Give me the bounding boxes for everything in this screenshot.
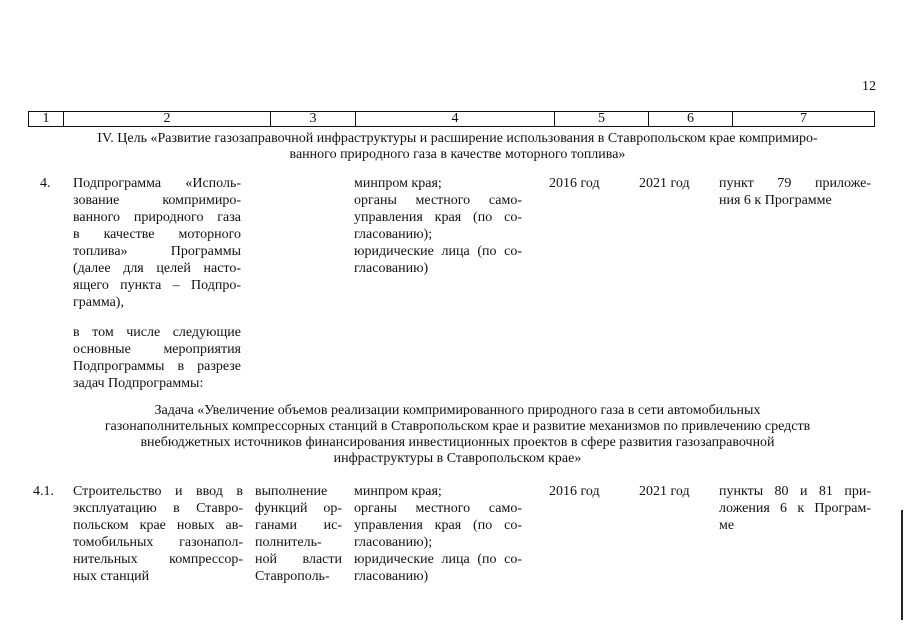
row41-func-line: ной власти (255, 552, 342, 567)
row41-func-line: выполнение (255, 484, 328, 499)
page-number: 12 (862, 79, 876, 94)
row41-ref-line: ме (719, 518, 735, 533)
row41-end-year: 2021 год (639, 484, 690, 499)
row41-exec-line: гласованию) (354, 569, 429, 584)
row41-name-line: Строительство и ввод в (73, 484, 243, 499)
row41-name-line: нительных компрессор- (73, 552, 243, 567)
row41-reference (719, 483, 871, 534)
row4-name-line: в качестве моторного (73, 227, 241, 242)
row41-name-line: ных станций (73, 569, 150, 584)
table-header-row (28, 111, 875, 127)
task-title-line: инфраструктуры в Ставропольском крае» (333, 451, 582, 466)
row41-exec-line: управления края (по со- (354, 518, 522, 533)
row4-number: 4. (40, 176, 51, 191)
row41-name-line: эксплуатацию в Ставро- (73, 501, 243, 516)
row41-func-line: функций ор- (255, 501, 342, 516)
row41-name (73, 483, 243, 585)
row4-name-line: (далее для целей насто- (73, 261, 241, 276)
row41-name-line: томобильных газонапол- (73, 535, 243, 550)
row4-ref-line: пункт 79 приложе- (719, 176, 871, 191)
row41-ref-line: пункты 80 и 81 при- (719, 484, 871, 499)
row4-name2-line: Подпрограммы в разрезе (73, 359, 241, 374)
header-col-6: 6 (649, 112, 733, 126)
header-col-4: 4 (356, 112, 555, 126)
row4-name-line: зование компримиро- (73, 193, 241, 208)
section-title-line: IV. Цель «Развитие газозаправочной инфраструктуры и расширение использования в Ставропольском крае компримиро- (97, 131, 818, 146)
row41-name-line: польском крае новых ав- (73, 518, 243, 533)
row41-executors (354, 483, 522, 585)
row4-reference (719, 175, 871, 209)
row4-name-line: ящего пункта – Подпро- (73, 278, 241, 293)
task-title (40, 403, 875, 467)
section-title-line: ванного природного газа в качестве моторного топлива» (289, 147, 626, 162)
header-col-3: 3 (271, 112, 356, 126)
section-title (40, 131, 875, 163)
row41-functions (255, 483, 342, 585)
task-title-line: газонаполнительных компрессорных станций в Ставропольском крае и развитие механизмов по привлечению средств (104, 419, 811, 434)
row4-exec-line: управления края (по со- (354, 210, 522, 225)
row4-name-line: грамма), (73, 295, 124, 310)
row4-name-continued (73, 324, 241, 392)
row41-start-year: 2016 год (549, 484, 600, 499)
page-edge-mark (901, 510, 903, 620)
row41-ref-line: ложения 6 к Програм- (719, 501, 871, 516)
row4-name2-line: в том числе следующие (73, 325, 241, 340)
row41-exec-line: гласованию); (354, 535, 433, 550)
task-title-line: Задача «Увеличение объемов реализации компримированного природного газа в сети автомобильных (154, 403, 761, 418)
row4-name-line: Подпрограмма «Исполь- (73, 176, 241, 191)
row41-func-line: ганами ис- (255, 518, 342, 533)
row4-end-year: 2021 год (639, 176, 690, 191)
task-title-line: внебюджетных источников финансирования инвестиционных проектов в сфере развития газозаправочной (140, 435, 775, 450)
row4-name-line: топлива» Программы (73, 244, 241, 259)
row41-number: 4.1. (33, 484, 54, 499)
header-col-7: 7 (800, 111, 807, 126)
row41-exec-line: минпром края; (354, 484, 442, 499)
row41-func-line: Ставрополь- (255, 569, 330, 584)
row41-func-line: полнитель- (255, 535, 322, 550)
row41-exec-line: органы местного само- (354, 501, 522, 516)
row4-exec-line: гласованию) (354, 261, 429, 276)
row4-name2-line: основные мероприятия (73, 342, 241, 357)
row4-name-line: ванного природного газа (73, 210, 241, 225)
row4-name2-line: задач Подпрограммы: (73, 376, 204, 391)
row4-exec-line: гласованию); (354, 227, 433, 242)
row41-exec-line: юридические лица (по со- (354, 552, 522, 567)
row4-exec-line: юридические лица (по со- (354, 244, 522, 259)
row4-executors (354, 175, 522, 277)
header-col-5: 5 (555, 112, 649, 126)
header-col-1: 1 (29, 112, 64, 126)
row4-exec-line: органы местного само- (354, 193, 522, 208)
header-col-2: 2 (64, 112, 271, 126)
row4-exec-line: минпром края; (354, 176, 442, 191)
row4-name (73, 175, 241, 311)
row4-ref-line: ния 6 к Программе (719, 193, 832, 208)
row4-start-year: 2016 год (549, 176, 600, 191)
